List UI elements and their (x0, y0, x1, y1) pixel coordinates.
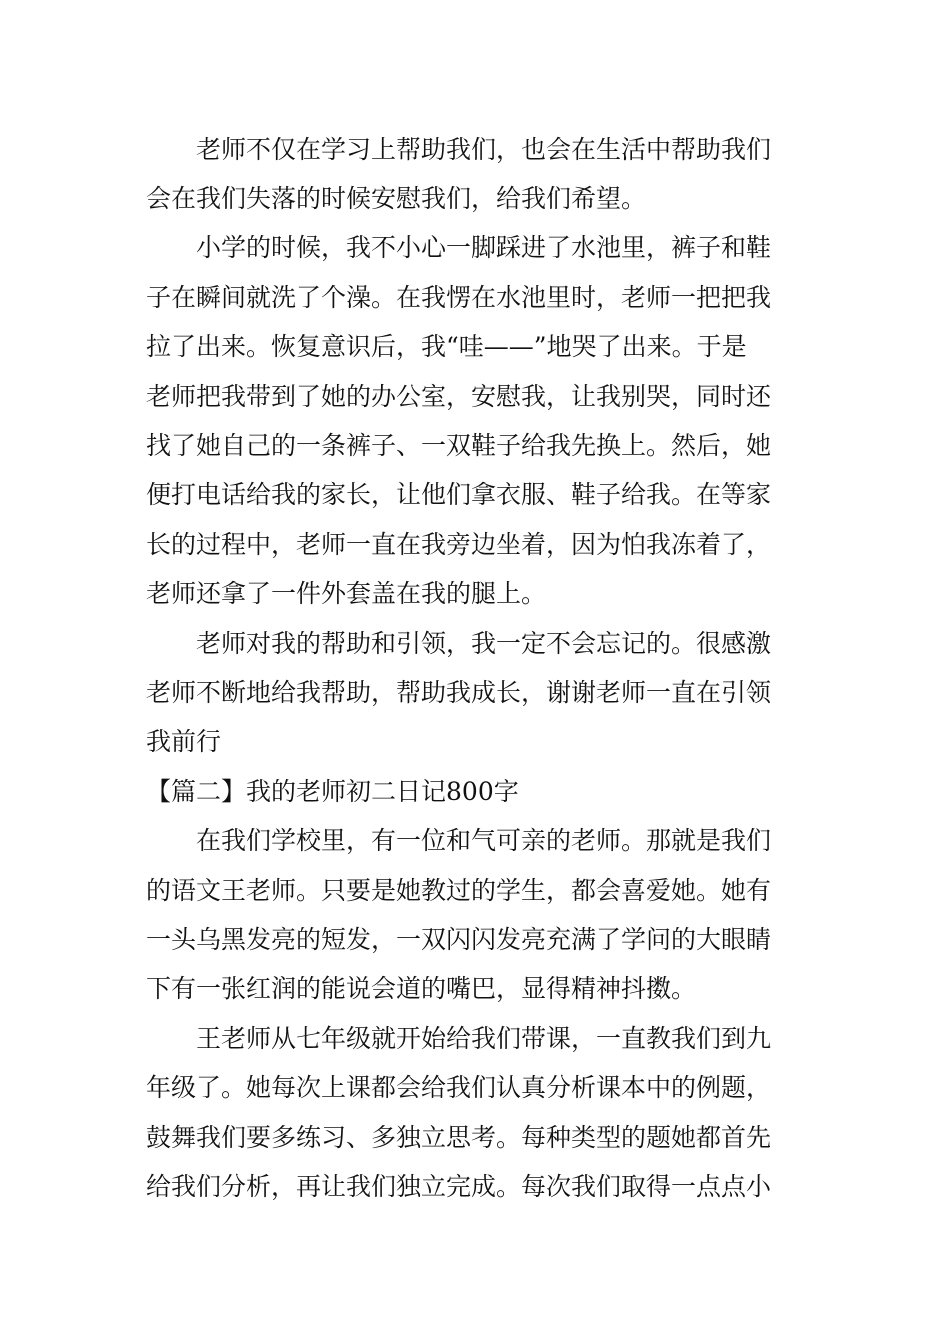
paragraph-line: 下有一张红润的能说会道的嘴巴，显得精神抖擞。 (146, 974, 697, 1003)
paragraph-line: 一头乌黑发亮的短发，一双闪闪发亮充满了学问的大眼睛 (146, 925, 772, 954)
paragraph-line: 老师不仅在学习上帮助我们，也会在生活中帮助我们 (196, 135, 772, 164)
paragraph-line: 老师不断地给我帮助，帮助我成长，谢谢老师一直在引领 (146, 678, 772, 707)
paragraph-line: 的语文王老师。只要是她教过的学生，都会喜爱她。她有 (146, 876, 772, 905)
paragraph-line: 子在瞬间就洗了个澡。在我愣在水池里时，老师一把把我 (146, 283, 772, 312)
paragraph-line: 小学的时候，我不小心一脚踩进了水池里，裤子和鞋 (196, 233, 772, 262)
paragraph-line: 拉了出来。恢复意识后，我“哇——”地哭了出来。于是 (146, 332, 747, 361)
paragraph-line: 给我们分析，再让我们独立完成。每次我们取得一点点小 (146, 1172, 772, 1201)
paragraph-line: 王老师从七年级就开始给我们带课，一直教我们到九 (196, 1024, 772, 1053)
paragraph-line: 年级了。她每次上课都会给我们认真分析课本中的例题， (146, 1073, 772, 1102)
paragraph-line: 找了她自己的一条裤子、一双鞋子给我先换上。然后，她 (146, 431, 772, 460)
paragraph-line: 鼓舞我们要多练习、多独立思考。每种类型的题她都首先 (146, 1123, 772, 1152)
paragraph-line: 长的过程中，老师一直在我旁边坐着，因为怕我冻着了， (146, 530, 772, 559)
paragraph-line: 会在我们失落的时候安慰我们，给我们希望。 (146, 184, 647, 213)
paragraph-line: 我前行 (146, 727, 222, 756)
paragraph-line: 便打电话给我的家长，让他们拿衣服、鞋子给我。在等家 (146, 480, 772, 509)
section-heading: 【篇二】我的老师初二日记800字 (146, 777, 519, 806)
paragraph-line: 老师把我带到了她的办公室，安慰我，让我别哭，同时还 (146, 382, 772, 411)
paragraph-line: 老师对我的帮助和引领，我一定不会忘记的。很感激 (196, 629, 772, 658)
paragraph-line: 老师还拿了一件外套盖在我的腿上。 (146, 579, 547, 608)
paragraph-line: 在我们学校里，有一位和气可亲的老师。那就是我们 (196, 826, 772, 855)
